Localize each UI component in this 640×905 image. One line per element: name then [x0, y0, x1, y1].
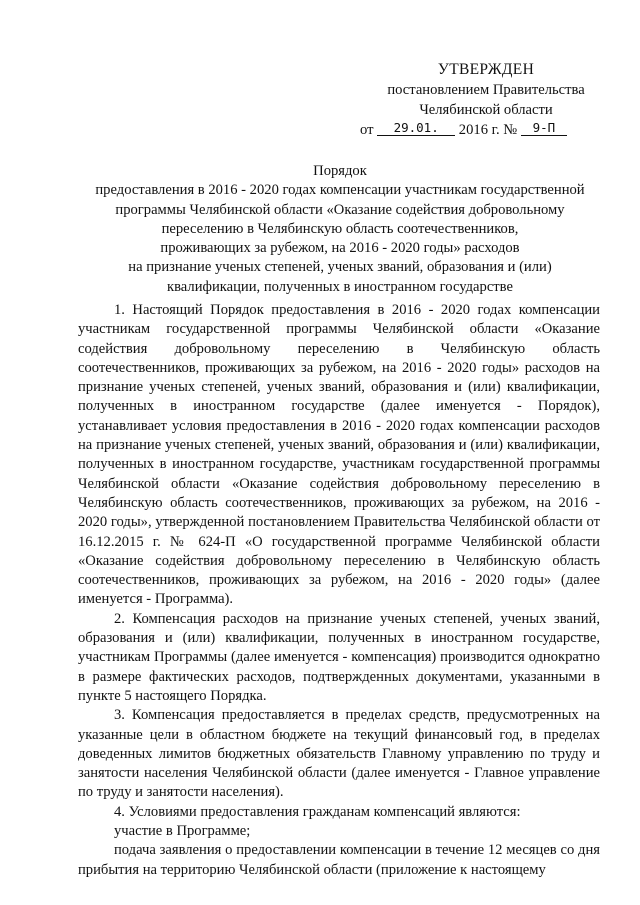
heading-line-7: квалификации, полученных в иностранном государстве [167, 278, 513, 295]
document-body [78, 301, 600, 880]
approval-date-field: 29.01. [377, 120, 455, 136]
paragraph-6: подача заявления о предоставлении компенсации в течение 12 месяцев со дня прибытия на территорию Челябинской области (приложение к настоящему [78, 842, 600, 878]
paragraph-5: участие в Программе; [114, 823, 251, 840]
approval-number-field: 9-П [521, 120, 567, 136]
paragraph-2: 2. Компенсация расходов на признание ученых степеней, ученых званий, образования и (или) квалификации, полученных в иностранном государстве, участникам Программы (далее именуется - компенсация) производится однократно в размере фактических расходов, подтвержденных документами, указанными в пункте 5 настоящего Порядка. [78, 610, 600, 704]
heading-line-6: на признание ученых степеней, ученых званий, образования и (или) [128, 259, 552, 276]
approval-line-2: Челябинской области [419, 102, 553, 118]
document-heading [70, 162, 610, 297]
paragraph-3: 3. Компенсация предоставляется в пределах средств, предусмотренных на указанные цели в областном бюджете на текущий финансовый год, в пределах доведенных лимитов бюджетных обязательств Главному управлению по труду и занятости населения Челябинской области (далее именуется - Главное управление по труду и занятости населения). [78, 707, 600, 801]
paragraph-4: 4. Условиями предоставления гражданам компенсаций являются: [114, 803, 521, 820]
heading-line-3: программы Челябинской области «Оказание содействия добровольному [115, 201, 565, 218]
heading-line-1: Порядок [313, 163, 367, 179]
heading-line-4: переселению в Челябинскую область соотечественников, [161, 220, 519, 237]
approval-title: УТВЕРЖДЕН [437, 61, 535, 78]
heading-line-2: предоставления в 2016 - 2020 годах компенсации участникам государственной [95, 182, 585, 199]
paragraph-1: 1. Настоящий Порядок предоставления в 2016 - 2020 годах компенсации участникам государственной программы Челябинской области «Оказание содействия добровольному переселению в Челябинскую область соотечественников, проживающих за рубежом, на 2016 - 2020 годы» расходов на признание ученых степеней, ученых званий, образования и (или) квалификации, полученных в иностранном государстве (далее именуется - Порядок), устанавливает условия предоставления в 2016 - 2020 годах компенсации расходов на признание ученых степеней, ученых званий, образования и (или) квалификации, полученных в иностранном государстве, участникам государственной программы Челябинской области «Оказание содействия добровольному переселению в Челябинскую область соотечественников, проживающих за рубежом, на 2016 - 2020 годы», утвержденной постановлением Правительства Челябинской области от 16.12.2015 г. № 624-П «О государственной программе Челябинской области «Оказание содействия добровольному переселению в Челябинскую область соотечественников, проживающих за рубежом, на 2016 - 2020 годы» (далее именуется - Программа). [78, 302, 600, 608]
approval-prefix: от [360, 122, 374, 138]
approval-year-text: 2016 г. № [458, 122, 518, 138]
heading-line-5: проживающих за рубежом, на 2016 - 2020 годы» расходов [160, 240, 520, 257]
approval-date-row [360, 120, 590, 140]
approval-line-1: постановлением Правительства [387, 82, 585, 98]
approval-stamp [360, 60, 590, 140]
